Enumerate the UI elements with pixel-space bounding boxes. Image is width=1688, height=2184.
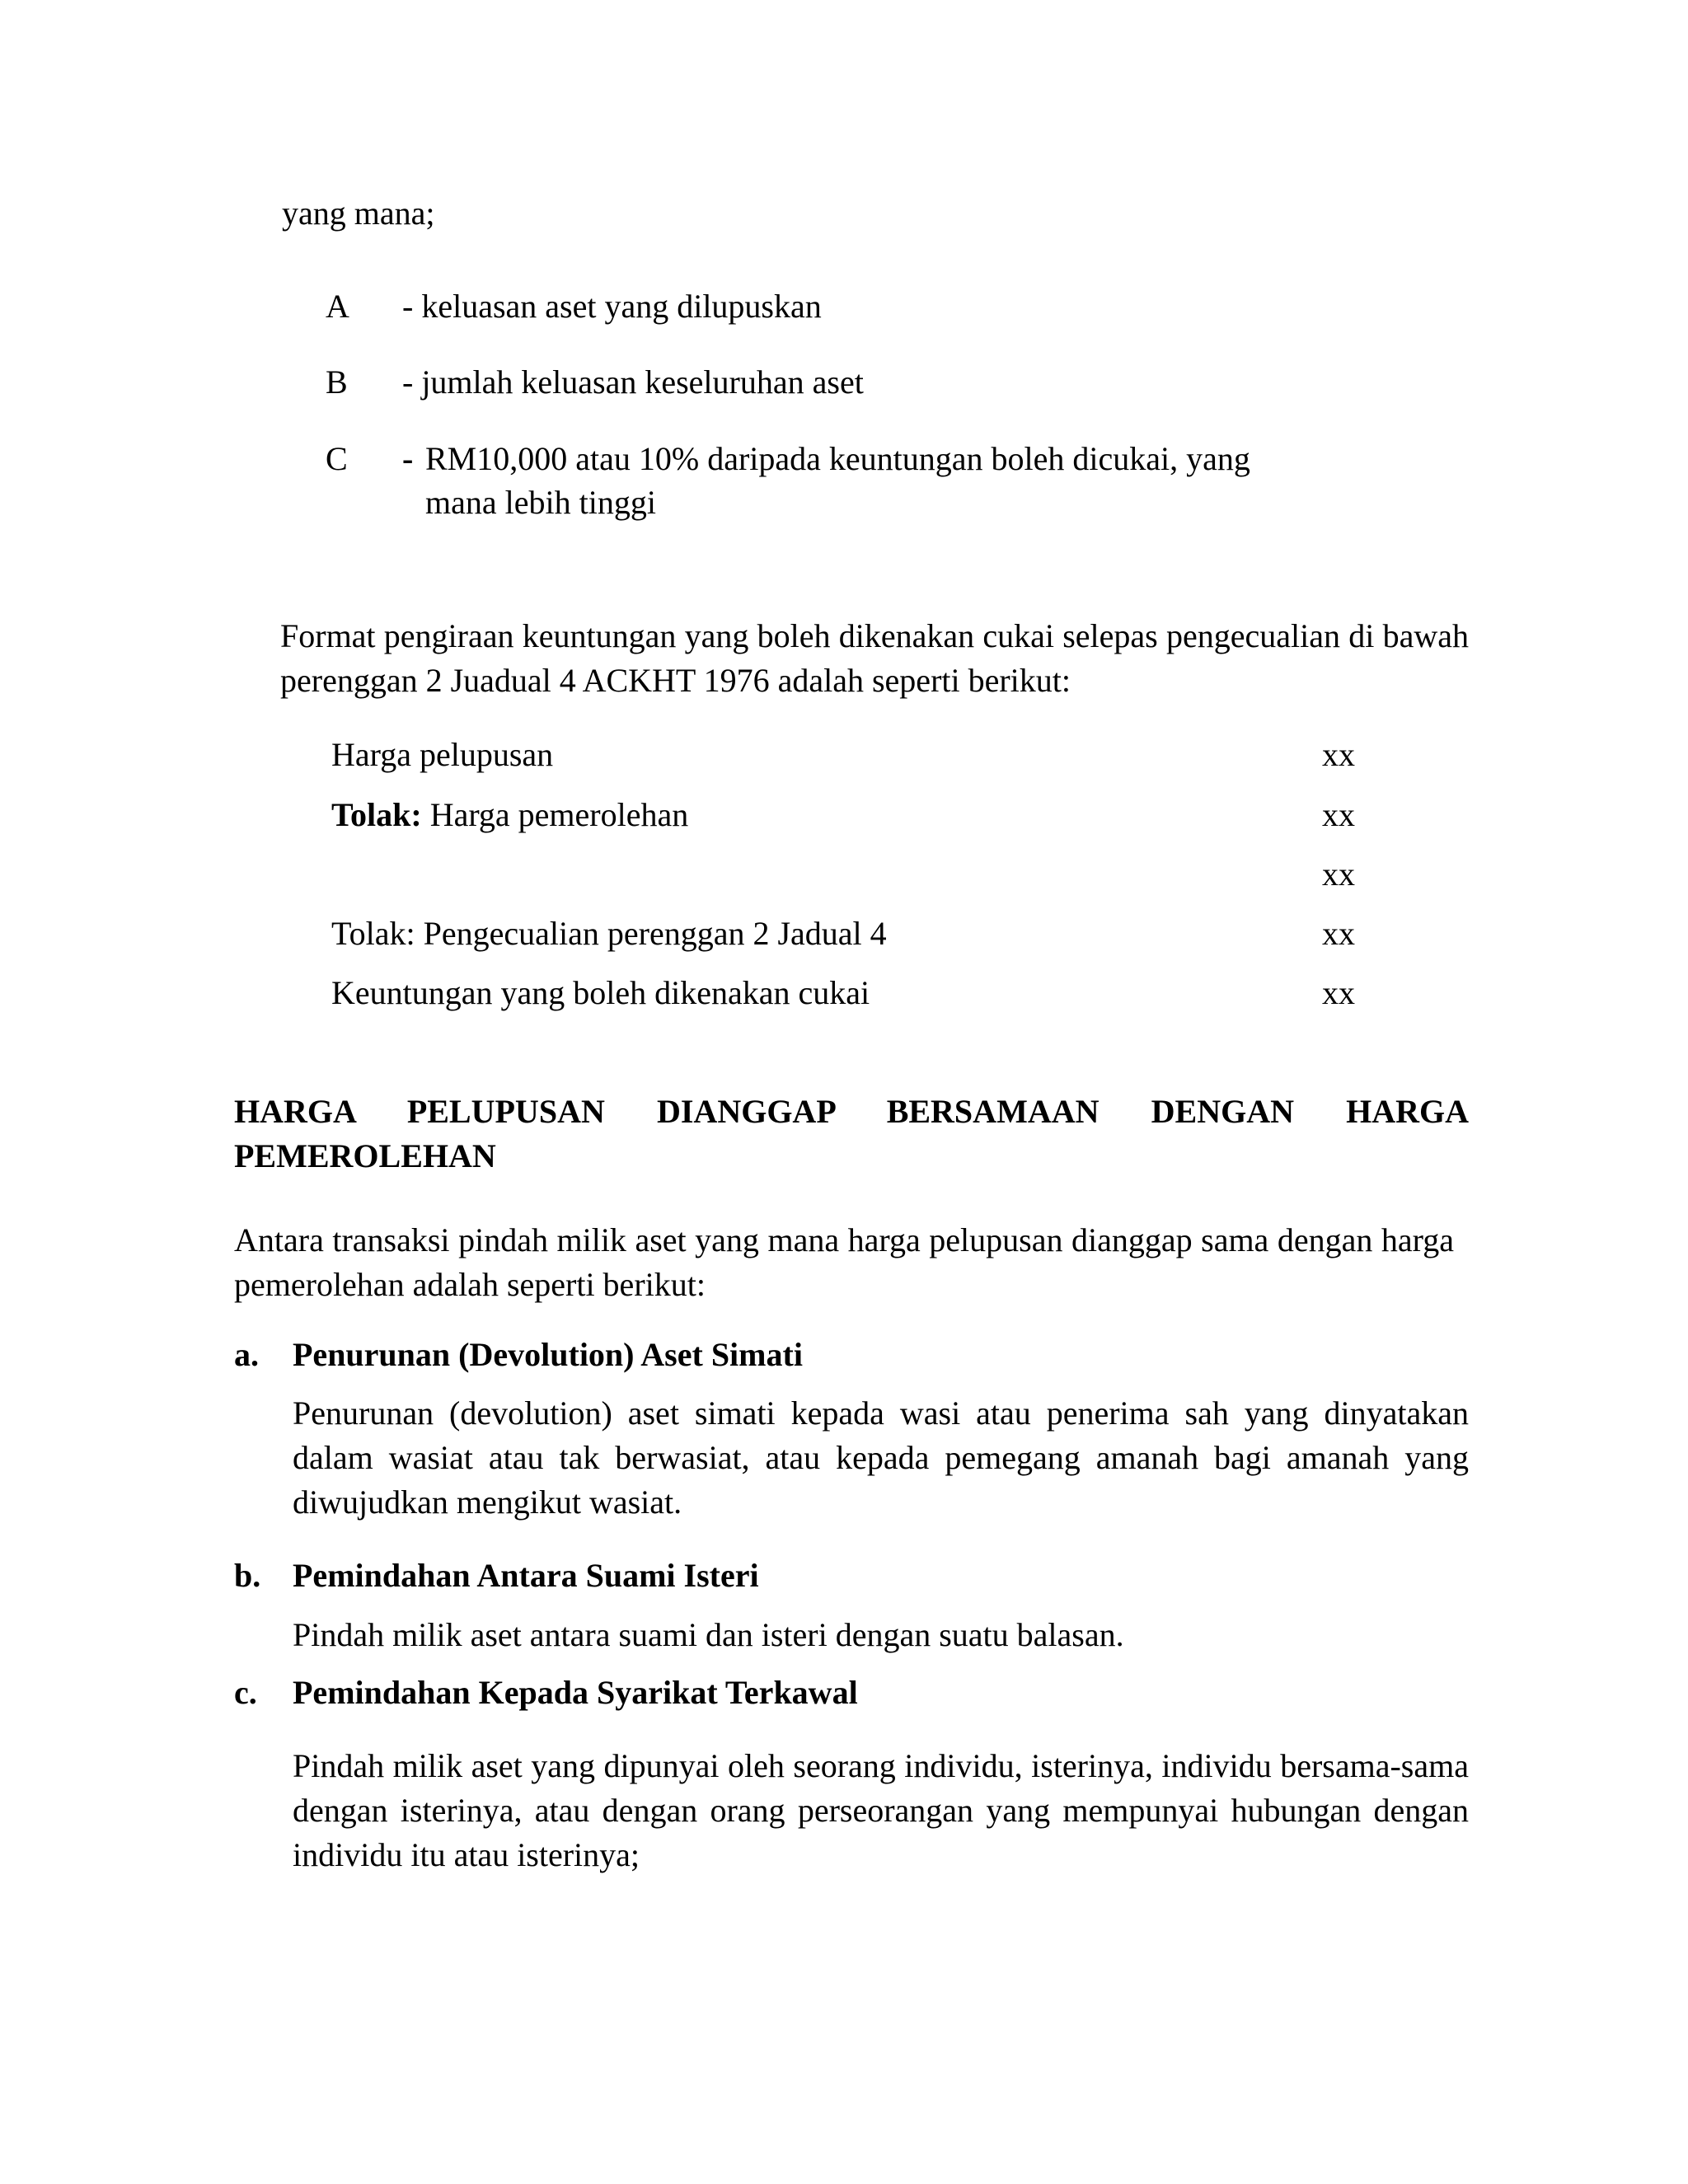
item-title-a: Penurunan (Devolution) Aset Simati — [293, 1336, 803, 1373]
definition-dash-c: - — [402, 440, 414, 477]
calc-row-label: Tolak: Pengecualian perenggan 2 Jadual 4 — [331, 915, 887, 952]
calc-row-label: Keuntungan yang boleh dikenakan cukai — [331, 974, 870, 1011]
item-marker-c: c. — [234, 1674, 257, 1711]
calc-row-value: xx — [1322, 974, 1355, 1011]
section-heading: HARGA PELUPUSAN DIANGGAP BERSAMAAN DENGAN HARGA PEMEROLEHAN — [234, 1093, 1469, 1174]
intro-text: yang mana; — [282, 194, 435, 232]
calc-row-label: Tolak: Harga pemerolehan — [331, 796, 689, 833]
definition-text-c-line1: RM10,000 atau 10% daripada keuntungan boleh dicukai, yang — [425, 440, 1250, 477]
calc-row-value: xx — [1322, 736, 1355, 773]
definition-text-c-line2: mana lebih tinggi — [425, 484, 656, 521]
item-title-b: Pemindahan Antara Suami Isteri — [293, 1557, 759, 1594]
calc-row-label: Harga pelupusan — [331, 736, 554, 773]
item-marker-a: a. — [234, 1336, 259, 1373]
calc-row-value: xx — [1322, 855, 1355, 893]
item-body-c: Pindah milik aset yang dipunyai oleh seorang individu, isterinya, individu bersama-sama dengan isterinya, atau dengan orang perseorangan yang mempunyai hubungan dengan individu itu atau isterinya; — [293, 1747, 1469, 1873]
definition-letter-c: C — [326, 440, 348, 477]
item-title-c: Pemindahan Kepada Syarikat Terkawal — [293, 1674, 858, 1711]
item-body-b: Pindah milik aset antara suami dan isteri dengan suatu balasan. — [293, 1616, 1124, 1653]
definition-text-b: - jumlah keluasan keseluruhan aset — [402, 363, 864, 401]
section-intro: Antara transaksi pindah milik aset yang mana harga pelupusan dianggap sama dengan harga pemerolehan adalah seperti berikut: — [234, 1221, 1454, 1303]
definition-letter-a: A — [326, 288, 349, 325]
calc-row-value: xx — [1322, 915, 1355, 952]
definition-text-a: - keluasan aset yang dilupuskan — [402, 288, 822, 325]
calc-row-value: xx — [1322, 796, 1355, 833]
item-marker-b: b. — [234, 1557, 261, 1594]
format-paragraph: Format pengiraan keuntungan yang boleh dikenakan cukai selepas pengecualian di bawah perenggan 2 Juadual 4 ACKHT 1976 adalah seperti berikut: — [280, 617, 1469, 699]
item-body-a: Penurunan (devolution) aset simati kepada wasi atau penerima sah yang dinyatakan dalam wasiat atau tak berwasiat, atau kepada pemegang amanah bagi amanah yang diwujudkan mengikut wasiat. — [293, 1394, 1469, 1521]
definition-letter-b: B — [326, 363, 348, 401]
